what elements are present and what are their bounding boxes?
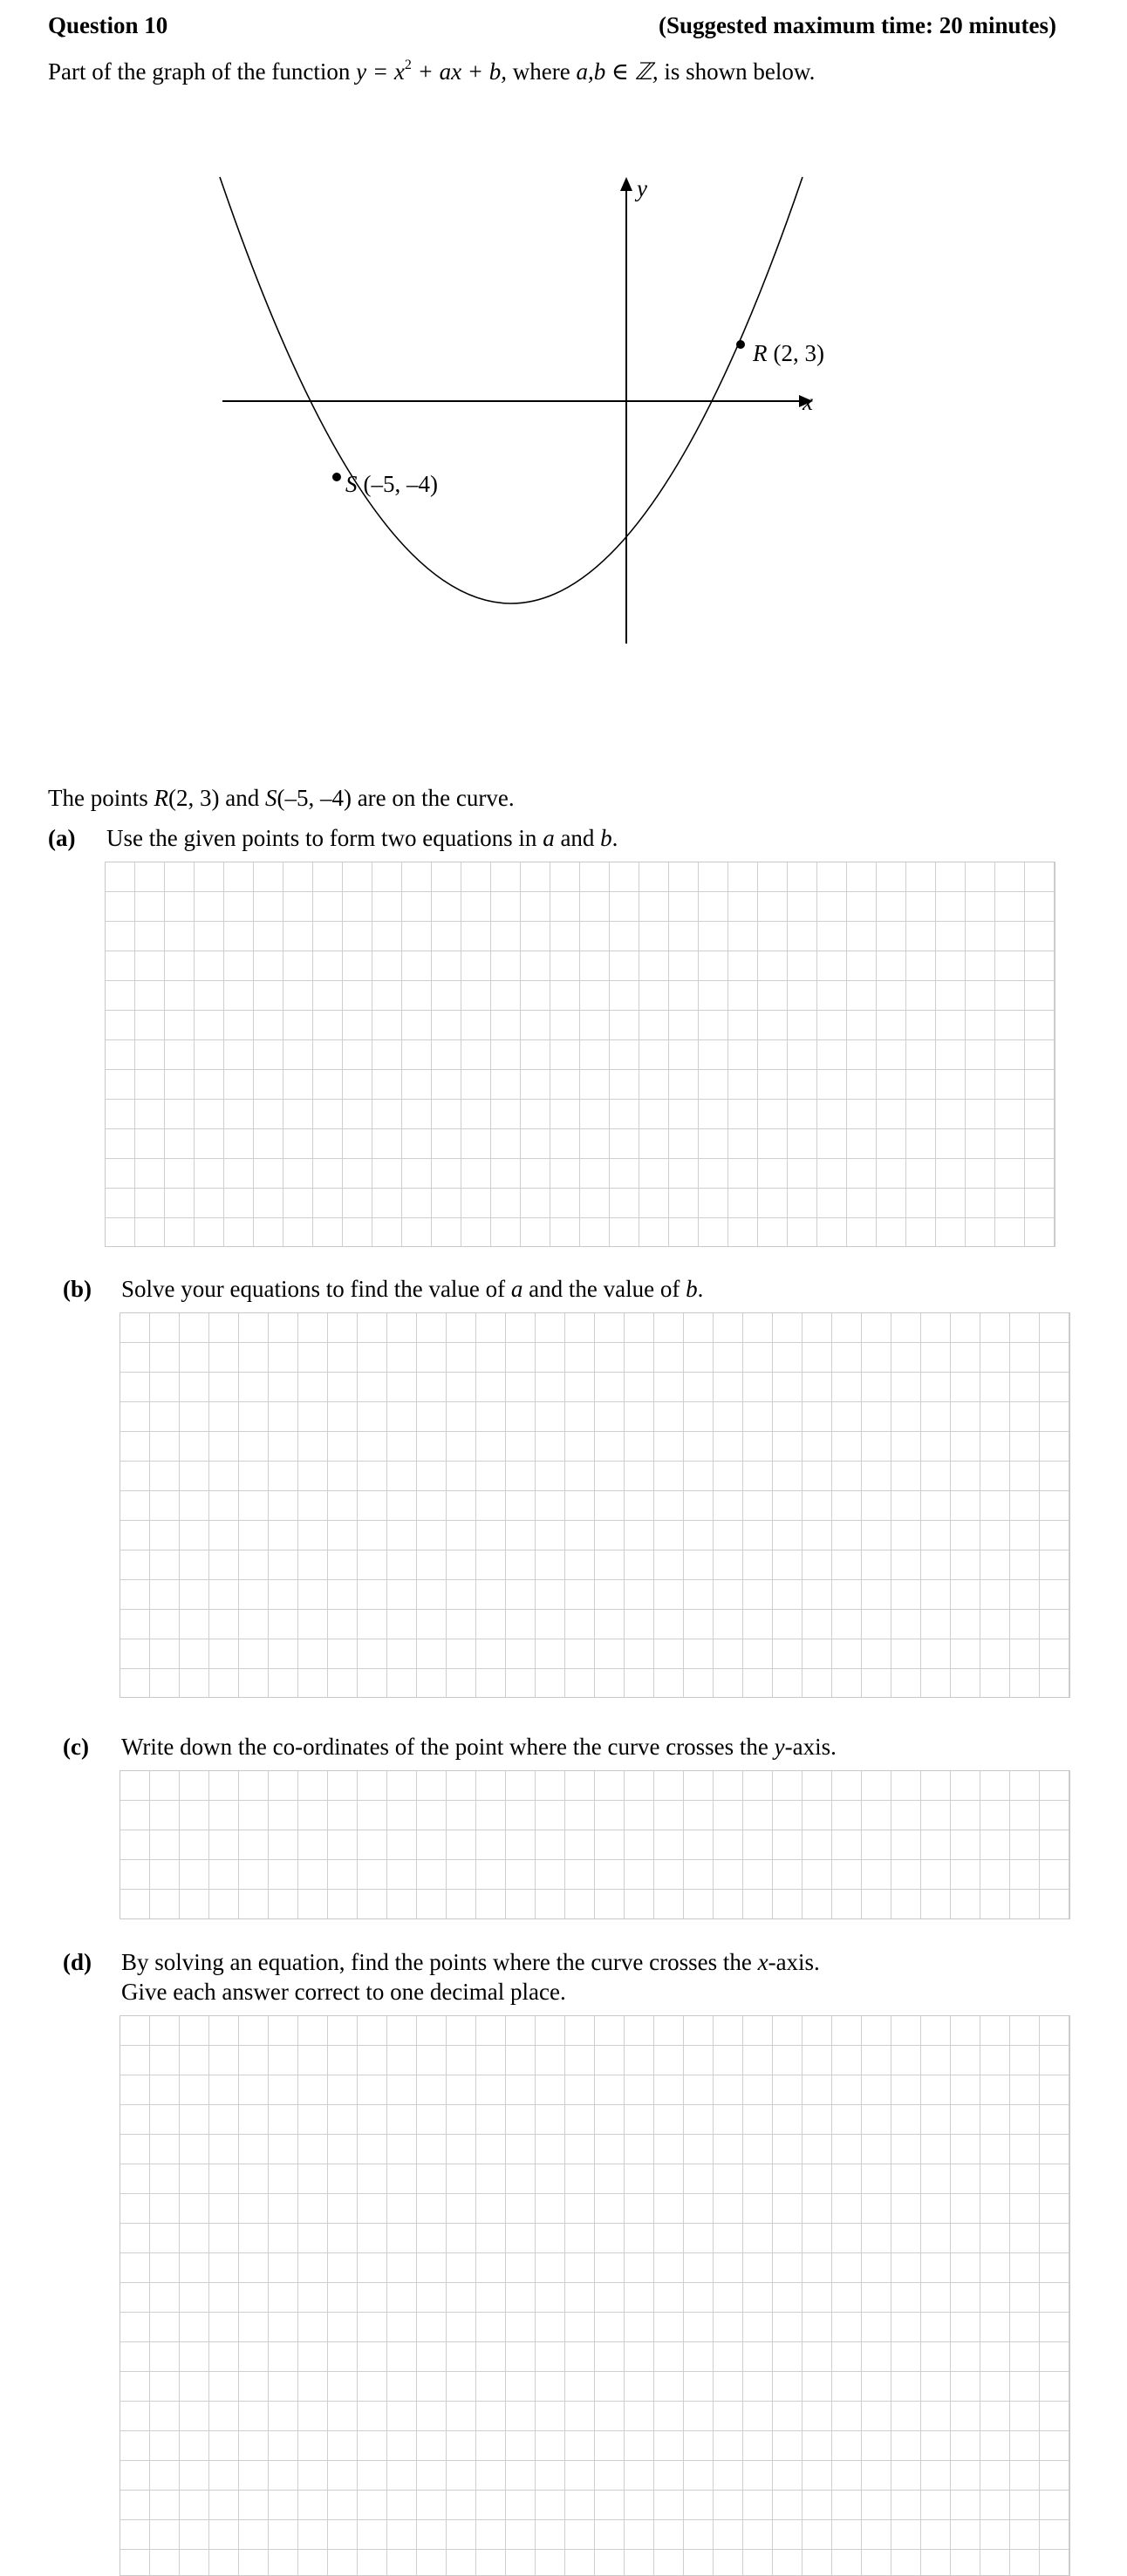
part-d-text: By solving an equation, find the points where the curve crosses the bbox=[121, 1949, 758, 1975]
part-c-var: y bbox=[774, 1734, 785, 1760]
parabola-graph bbox=[209, 161, 837, 667]
point-s-marker bbox=[332, 473, 341, 481]
statement-text: (2, 3) and bbox=[168, 785, 265, 811]
point-r-marker bbox=[736, 340, 745, 349]
part-c-text: Write down the co-ordinates of the point where the curve crosses the bbox=[121, 1734, 775, 1760]
answer-grid-b[interactable] bbox=[120, 1312, 1070, 1698]
part-a-question bbox=[106, 825, 618, 852]
part-a-var: b bbox=[600, 825, 612, 851]
function-lhs: y = x bbox=[356, 58, 405, 85]
answer-grid-a[interactable] bbox=[105, 862, 1055, 1247]
point-s-coords: (–5, –4) bbox=[363, 471, 438, 497]
question-intro bbox=[48, 58, 815, 85]
integer-set: a,b ∈ ℤ, bbox=[576, 58, 659, 85]
part-c-question bbox=[121, 1734, 837, 1761]
x-axis-label: x bbox=[803, 389, 813, 415]
parabola-curve bbox=[220, 177, 803, 603]
intro-where: where bbox=[512, 58, 570, 85]
part-b-question bbox=[121, 1276, 703, 1303]
point-r-coords: (2, 3) bbox=[773, 340, 824, 366]
part-a-label: (a) bbox=[48, 825, 76, 851]
suggested-time: (Suggested maximum time: 20 minutes) bbox=[659, 12, 1056, 38]
intro-prefix: Part of the graph of the function bbox=[48, 58, 351, 85]
point-r-name: R bbox=[753, 340, 768, 366]
question-title: Question 10 bbox=[48, 12, 168, 38]
part-d-label: (d) bbox=[63, 1949, 92, 1975]
part-b-text: . bbox=[697, 1276, 704, 1302]
statement-text: The points bbox=[48, 785, 154, 811]
part-d-question bbox=[121, 1949, 820, 1976]
part-b-var: a bbox=[510, 1276, 523, 1302]
point-s-name: S bbox=[345, 471, 358, 497]
function-exponent: 2 bbox=[404, 58, 412, 72]
part-d-var: x bbox=[757, 1949, 768, 1975]
part-c-label: (c) bbox=[63, 1734, 89, 1760]
part-d-text: -axis. bbox=[768, 1949, 820, 1975]
part-a-text: Use the given points to form two equations in bbox=[106, 825, 543, 851]
point-s-label bbox=[345, 471, 438, 497]
answer-grid-c[interactable] bbox=[120, 1770, 1070, 1919]
statement-r: R bbox=[154, 785, 168, 811]
part-d-instruction: Give each answer correct to one decimal place. bbox=[121, 1979, 566, 2005]
point-r-label bbox=[752, 340, 824, 366]
part-c-text: -axis. bbox=[784, 1734, 837, 1760]
part-b-label: (b) bbox=[63, 1276, 92, 1302]
y-axis-arrow bbox=[620, 177, 632, 191]
part-a-var: a bbox=[543, 825, 555, 851]
part-a-text: and bbox=[554, 825, 601, 851]
answer-grid-d[interactable] bbox=[120, 2015, 1070, 2576]
function-rhs: + ax + b, bbox=[411, 58, 508, 85]
points-statement bbox=[48, 785, 515, 812]
part-b-text: Solve your equations to find the value of bbox=[121, 1276, 511, 1302]
part-a-text: . bbox=[611, 825, 618, 851]
intro-suffix: is shown below. bbox=[664, 58, 816, 85]
part-b-var: b bbox=[686, 1276, 698, 1302]
part-b-text: and the value of bbox=[523, 1276, 686, 1302]
statement-s: S bbox=[264, 785, 277, 811]
y-axis-label: y bbox=[637, 175, 647, 201]
statement-text: (–5, –4) are on the curve. bbox=[277, 785, 515, 811]
